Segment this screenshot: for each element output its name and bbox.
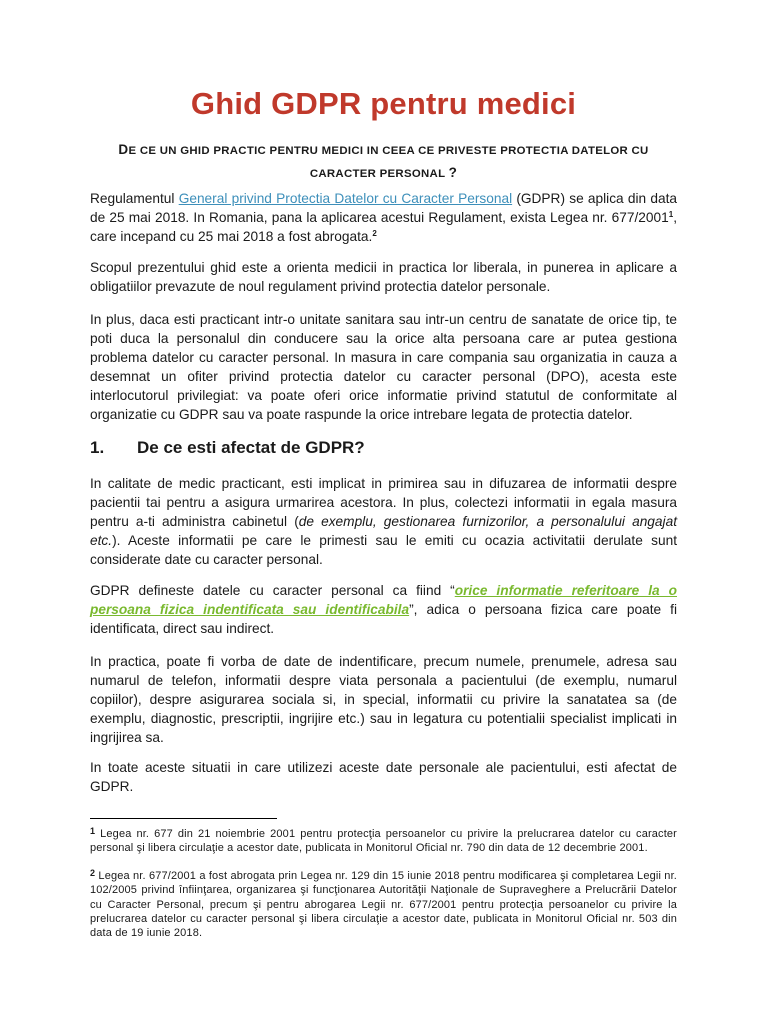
section-title: De ce esti afectat de GDPR? bbox=[137, 438, 365, 457]
paragraph-dpo: In plus, daca esti practicant intr-o unitate sanitara sau intr-un centru de sanatate de orice tip, te poti duca la personalul din conducere sau la orice alta persoana care ar putea gestiona problema datelor cu caracter personal. In masura in care compania sau organizatia in cauza a desemnat un ofiter privind protectia datelor cu caracter personal (DPO), acesta este interlocutorul privilegiat: va poate oferi orice informatie privind statutul de conformitate al organizatie cu GDPR sau va poate raspunde la orice intrebare legata de protectia datelor. bbox=[90, 312, 677, 422]
intro-text-1: Regulamentul bbox=[90, 191, 179, 206]
intro-text-3: , care incepand cu 25 mai 2018 a fost abrogata. bbox=[90, 210, 677, 244]
definition-text-1: GDPR defineste datele cu caracter personal ca fiind “ bbox=[90, 583, 455, 598]
paragraph-scope: Scopul prezentului ghid este a orienta medicii in practica lor liberala, in punerea in aplicare a obligatiilor prevazute de noul regulament privind protectia datelor personale. bbox=[90, 260, 677, 294]
footnote-text-1: Legea nr. 677 din 21 noiembrie 2001 pentru protecţia persoanelor cu privire la prelucrarea datelor cu caracter personal şi libera circulaţie a acestor date, publicata in Monitorul Oficial nr. 790 din data de 12 decembrie 2001. bbox=[90, 828, 677, 855]
section-heading-1 bbox=[90, 438, 365, 458]
footnote-mark-2: 2 bbox=[90, 868, 96, 878]
footnote-separator bbox=[90, 818, 277, 819]
paragraph-practitioner bbox=[90, 474, 677, 569]
paragraph-definition bbox=[90, 581, 677, 638]
practitioner-italic-example: de exemplu, gestionarea furnizorilor, a personalului angajat etc. bbox=[90, 514, 677, 548]
paragraph-examples: In practica, poate fi vorba de date de indentificare, precum numele, prenumele, adresa sau numarul de telefon, informatii despre viata personala a pacientului (de exemplu, numarul copiilor), despre asigurarea sociala si, in special, informatii cu privire la sanatatea sa (de exemplu, diagnostic, prescriptii, ingrijire etc.) sau in legatura cu potentialii specialist implicati in ingrijirea sa. bbox=[90, 654, 677, 745]
subtitle-initial: D bbox=[118, 142, 129, 157]
definition-text-2: ”, adica o persoana fizica care poate fi identificata, direct sau indirect. bbox=[90, 602, 677, 636]
page-title: Ghid GDPR pentru medici bbox=[190, 86, 577, 121]
footnote-2 bbox=[90, 866, 677, 940]
practitioner-text-1: In calitate de medic practicant, esti implicat in primirea sau in difuzarea de informatii despre pacientii tai pentru a asigura urmarirea acestora. In plus, colectezi informatii in egala masura pentru a-ti administra cabinetul ( bbox=[90, 476, 677, 529]
subtitle-question-mark: ? bbox=[448, 165, 458, 180]
paragraph-conclusion: In toate aceste situatii in care utilizezi aceste date personale ale pacientului, esti afectat de GDPR. bbox=[90, 760, 677, 794]
paragraph-intro bbox=[90, 189, 677, 246]
footnote-1 bbox=[90, 824, 677, 856]
definition-highlight: orice informatie referitoare la o persoana fizica indentificata sau identificabila bbox=[90, 583, 678, 617]
gdpr-link[interactable]: General privind Protectia Datelor cu Caracter Personal bbox=[178, 191, 513, 206]
intro-text-2: (GDPR) se aplica din data de 25 mai 2018. In Romania, pana la aplicarea acestui Regulament, exista Legea nr. 677/2001 bbox=[90, 191, 678, 225]
footnote-ref-1[interactable]: 1 bbox=[668, 210, 674, 219]
subtitle bbox=[90, 139, 677, 185]
subtitle-line1: E CE UN GHID PRACTIC PENTRU MEDICI IN CEEA CE PRIVESTE PROTECTIA DATELOR CU bbox=[128, 145, 649, 157]
footnote-mark-1: 1 bbox=[90, 826, 96, 836]
footnote-text-2: Legea nr. 677/2001 a fost abrogata prin Legea nr. 129 din 15 iunie 2018 pentru modificarea şi completarea Legii nr. 102/2005 privind înfiinţarea, organizarea şi funcţionarea Autorităţii Naţionale de Supraveghere a Prelucrării Datelor cu Caracter Personal, precum şi pentru abrogarea Legii nr. 677/2001 pentru protecţia persoanelor cu privire la prelucrarea datelor cu caracter personal şi libera circulaţie a acestor date, publicata in Monitorul Oficial nr. 503 din data de 19 iunie 2018. bbox=[90, 870, 677, 940]
section-number: 1. bbox=[90, 438, 105, 457]
footnote-ref-2[interactable]: 2 bbox=[372, 229, 377, 238]
subtitle-line2: CARACTER PERSONAL bbox=[309, 168, 446, 180]
practitioner-text-2: ). Aceste informatii pe care le primesti sau le emiti cu ocazia activitatii derulate sunt considerate date cu caracter personal. bbox=[90, 533, 677, 567]
